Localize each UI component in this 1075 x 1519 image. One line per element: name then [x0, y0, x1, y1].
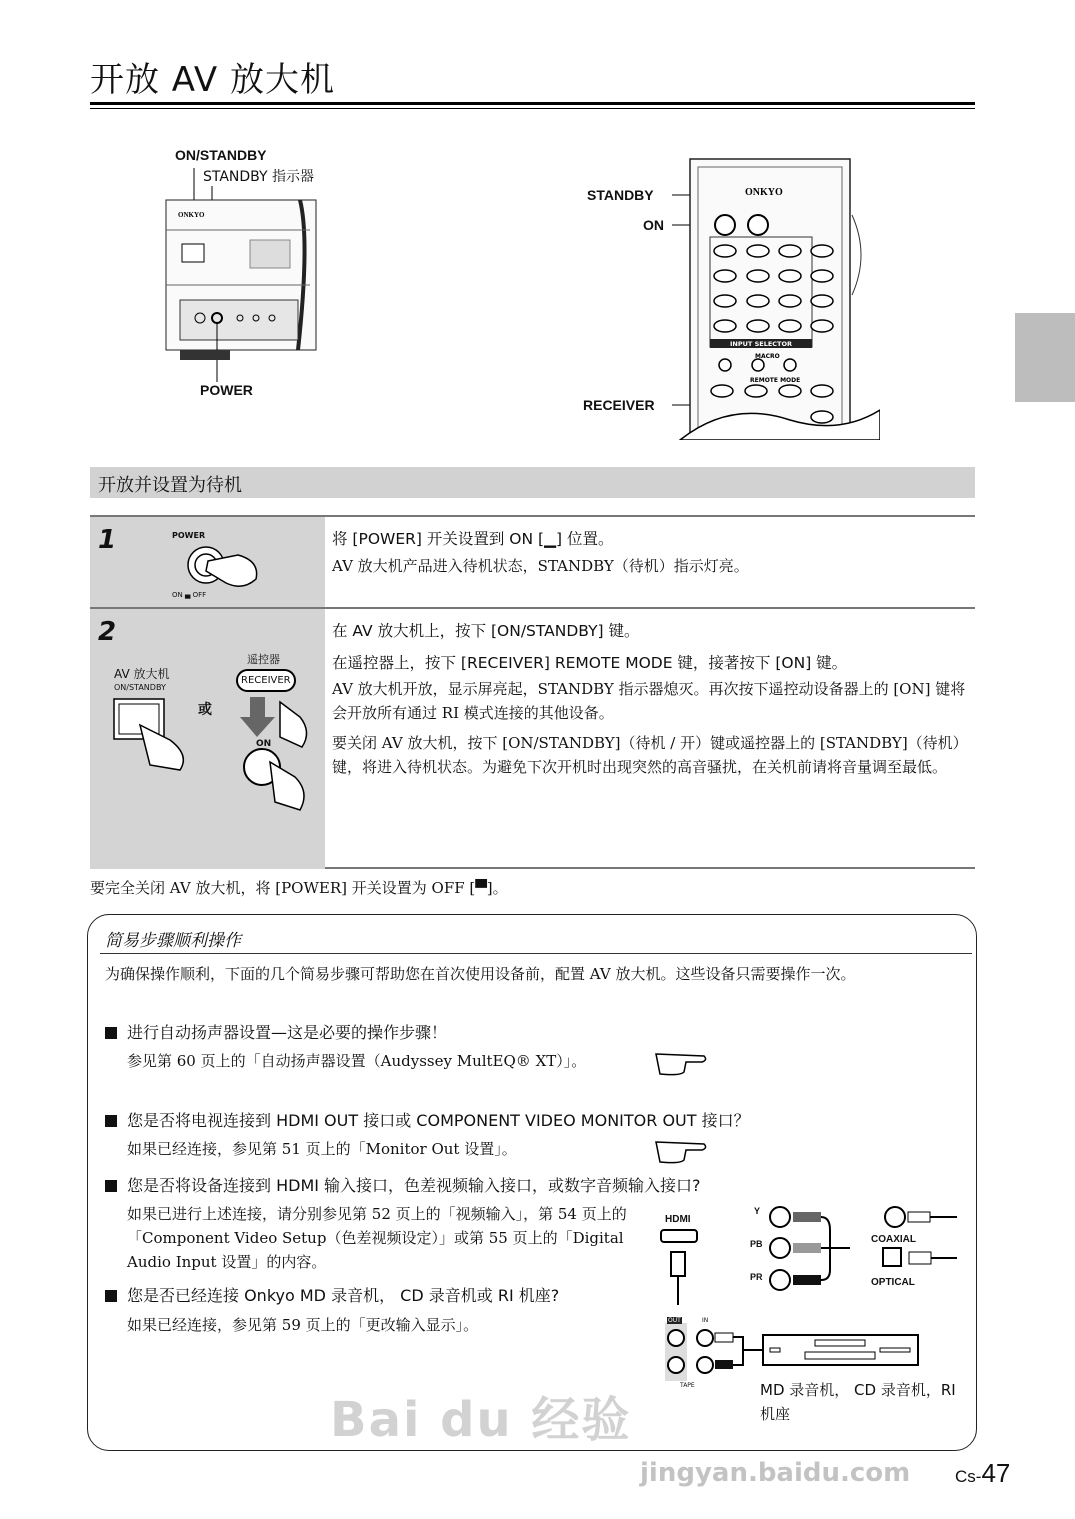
step2-receiver-button: RECEIVER — [236, 669, 296, 692]
step2-on-label: ON — [256, 739, 272, 749]
tape-label: TAPE — [680, 1382, 695, 1389]
pointing-hand-icon — [650, 1136, 710, 1166]
easy-item-2-answer: 如果已经连接，参见第 51 页上的「Monitor Out 设置」。 — [127, 1140, 517, 1158]
title-rule-thin — [90, 108, 975, 109]
remote-brand: ONKYO — [745, 187, 783, 198]
hdmi-label: HDMI — [665, 1214, 691, 1225]
connection-diagram — [655, 1200, 965, 1400]
chapter-tab — [1015, 313, 1075, 402]
power-button-press-icon — [168, 539, 268, 594]
easy-item-1-question — [105, 1020, 447, 1043]
step2-or-label: 或 — [198, 702, 212, 718]
device-caption: MD 录音机， CD 录音机，RI 机座 — [760, 1381, 956, 1423]
pr-label: PR — [750, 1272, 763, 1282]
question-text: 您是否已经连接 Onkyo MD 录音机， CD 录音机或 RI 机座? — [127, 1286, 560, 1305]
remote-control-illustration — [670, 155, 880, 440]
step2-onstandby-label: ON/STANDBY — [114, 683, 166, 692]
easy-steps-heading: 简易步骤顺利操作 — [105, 931, 241, 951]
easy-item-4-answer: 如果已经连接，参见第 59 页上的「更改输入显示」。 — [127, 1316, 479, 1334]
step-1-number: 1 — [98, 525, 117, 555]
power-off-note: 要完全关闭 AV 放大机，将 [POWER] 开关设置为 OFF [▀]。 — [90, 879, 508, 897]
optical-label: OPTICAL — [871, 1277, 915, 1288]
label-power: POWER — [200, 382, 253, 398]
coaxial-label: COAXIAL — [871, 1234, 916, 1245]
in-label: IN — [702, 1317, 709, 1324]
front-panel-brand: ONKYO — [178, 211, 205, 219]
heading-rule — [100, 953, 972, 954]
label-standby-indicator: STANDBY 指示器 — [203, 169, 315, 185]
steps-table — [90, 515, 975, 869]
page-prefix: Cs- — [955, 1467, 982, 1486]
remote-mode-label: REMOTE MODE — [750, 377, 801, 384]
easy-item-4-question — [105, 1283, 559, 1306]
hdmi-plug-icon — [671, 1252, 685, 1276]
label-on: ON — [643, 217, 664, 233]
label-on-standby: ON/STANDBY — [175, 147, 267, 163]
step-2-text — [332, 619, 972, 779]
easy-item-3-question — [105, 1173, 701, 1196]
easy-item-3-answer: 如果已进行上述连接，请分别参见第 52 页上的「视频输入」，第 54 页上的「Component Video Setup（色差视频设定）」或第 55 页上的「Digital Audio Input 设置」的内容。 — [127, 1205, 627, 1271]
on-standby-button-press-icon — [110, 695, 200, 775]
step1-power-label: POWER — [172, 531, 206, 540]
step2-remote-label: 遥控器 — [247, 653, 280, 666]
pb-label: PB — [750, 1239, 763, 1249]
out-label: OUT — [668, 1317, 681, 1324]
step-2-result: AV 放大机开放，显示屏亮起，STANDBY 指示器熄灭。再次按下遥控动设备器上的 [ON] 键将会开放所有通过 RI 模式连接的其他设备。 — [332, 680, 966, 722]
question-text: 您是否将设备连接到 HDMI 输入接口，色差视频输入接口，或数字音频输入接口? — [127, 1176, 701, 1195]
easy-intro: 为确保操作顺利，下面的几个简易步骤可帮助您在首次使用设备前，配置 AV 放大机。这些设备只需要操作一次。 — [105, 965, 856, 983]
remote-input-selector-label: INPUT SELECTOR — [729, 340, 793, 348]
question-text: 您是否将电视连接到 HDMI OUT 接口或 COMPONENT VIDEO MONITOR OUT 接口？ — [127, 1111, 750, 1130]
title-rule — [90, 102, 975, 105]
pointing-hand-icon — [650, 1048, 710, 1078]
section-title: 开放并设置为待机 — [90, 467, 975, 498]
step-2-number: 2 — [98, 617, 117, 647]
step-1-instruction: 将 [POWER] 开关设置到 ON [▁] 位置。 — [332, 530, 614, 548]
easy-item-1-answer: 参见第 60 页上的「自动扬声器设置（Audyssey MultEQ® XT）」。 — [127, 1052, 587, 1070]
y-label: Y — [754, 1206, 761, 1216]
step1-switch-label: ON ▄ OFF — [172, 591, 207, 599]
step-2-instruction-remote: 在遥控器上，按下 [RECEIVER] REMOTE MODE 键，接著按下 [ON] 键。 — [332, 654, 848, 672]
step2-amp-label: AV 放大机 — [114, 667, 170, 681]
question-text: 进行自动扬声器设置—这是必要的操作步骤！ — [127, 1023, 448, 1042]
label-receiver: RECEIVER — [583, 397, 655, 413]
page-number — [955, 1458, 1010, 1489]
baidu-watermark-logo: Bai du 经验 — [330, 1392, 632, 1448]
easy-item-2-question — [105, 1108, 750, 1131]
step-1-result: AV 放大机产品进入待机状态，STANDBY（待机）指示灯亮。 — [332, 557, 749, 575]
remote-macro-label: MACRO — [755, 353, 780, 360]
remote-on-press-icon — [240, 692, 320, 822]
page-num: 47 — [981, 1458, 1011, 1488]
page-title: 开放 AV 放大机 — [90, 60, 335, 100]
label-standby: STANDBY — [587, 187, 654, 203]
amplifier-front-panel-illustration — [160, 160, 330, 390]
step-1-text — [332, 527, 749, 578]
hdmi-port-icon — [661, 1230, 697, 1242]
baidu-watermark-url: jingyan.baidu.com — [640, 1458, 911, 1488]
step-2-instruction-amp: 在 AV 放大机上，按下 [ON/STANDBY] 键。 — [332, 622, 640, 640]
step-2-off-note: 要关闭 AV 放大机，按下 [ON/STANDBY]（待机 / 开）键或遥控器上的 [STANDBY]（待机）键，将进入待机状态。为避免下次开机时出现突然的高音骚扰，在关机前请将音量调至最低。 — [332, 734, 968, 776]
